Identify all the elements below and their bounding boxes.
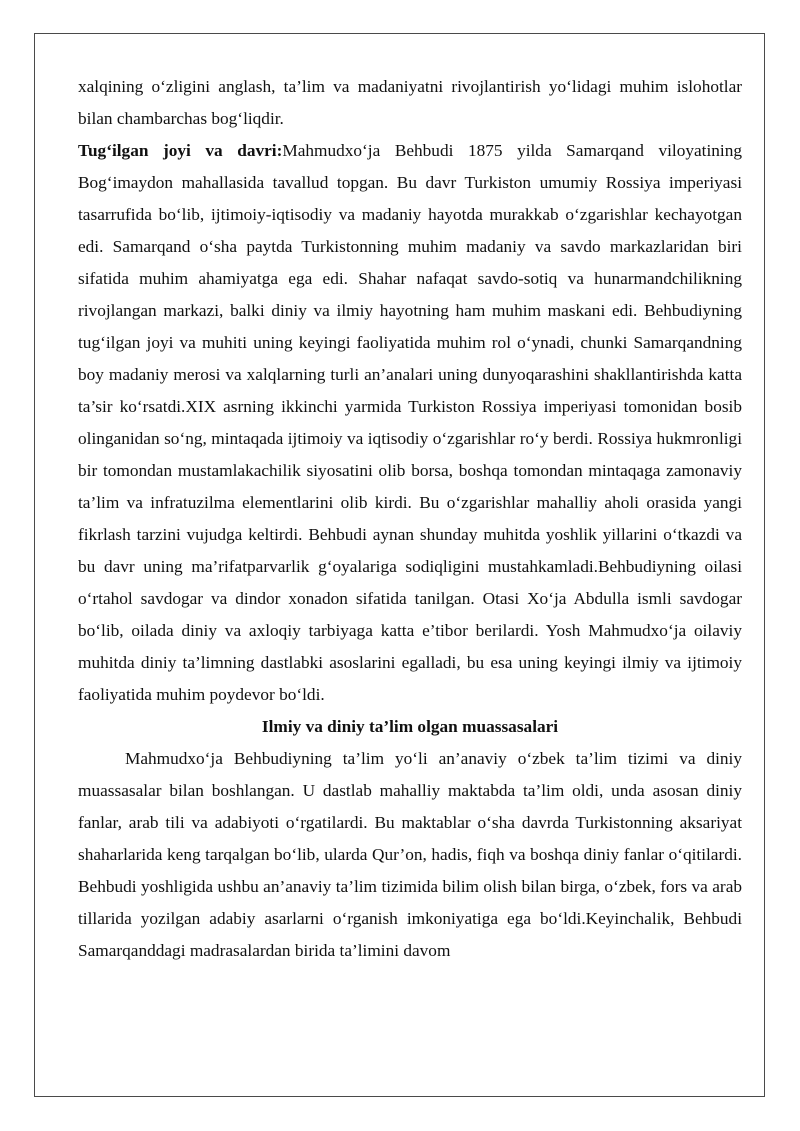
- paragraph-birthplace: [78, 135, 742, 711]
- paragraph-continuation: xalqining o‘zligini anglash, ta’lim va madaniyatni rivojlantirish yo‘lidagi muhim islohotlar bilan chambarchas bog‘liqdir.: [78, 77, 742, 128]
- document-body: [78, 71, 742, 967]
- paragraph-education: Mahmudxo‘ja Behbudiyning ta’lim yo‘li an’anaviy o‘zbek ta’lim tizimi va diniy muassasalar bilan boshlangan. U dastlab mahalliy maktabda ta’lim oldi, unda asosan diniy fanlar, arab tili va adabiyoti o‘rgatilardi. Bu maktablar o‘sha davrda Turkistonning aksariyat shaharlarida keng tarqalgan bo‘lib, ularda Qur’on, hadis, fiqh va boshqa diniy fanlar o‘qitilardi. Behbudi yoshligida ushbu an’anaviy ta’lim tizimida bilim olish bilan birga, o‘zbek, fors va arab tillarida yozilgan adabiy asarlarni o‘rganish imkoniyatiga ega bo‘ldi.Keyinchalik, Behbudi Samarqanddagi madrasalardan birida ta’limini davom: [78, 749, 742, 960]
- paragraph-birthplace-text: Mahmudxo‘ja Behbudi 1875 yilda Samarqand viloyatining Bog‘imaydon mahallasida tavallud topgan. Bu davr Turkiston umumiy Rossiya imperiyasi tasarrufida bo‘lib, ijtimoiy-iqtisodiy va madaniy hayotda murakkab o‘zgarishlar kechayotgan edi. Samarqand o‘sha paytda Turkistonning muhim madaniy va savdo markazlaridan biri sifatida muhim ahamiyatga ega edi. Shahar nafaqat savdo-sotiq va hunarmandchilikning rivojlangan markazi, balki diniy va ilmiy hayotning ham muhim maskani edi. Behbudiyning tug‘ilgan joyi va muhiti uning keyingi faoliyatida muhim rol o‘ynadi, chunki Samarqandning boy madaniy merosi va xalqlarning turli an’analari uning dunyoqarashini shakllantirishda katta ta’sir ko‘rsatdi.XIX asrning ikkinchi yarmida Turkiston Rossiya imperiyasi tomonidan bosib olinganidan so‘ng, mintaqada ijtimoiy va iqtisodiy o‘zgarishlar ro‘y berdi. Rossiya hukmronligi bir tomondan mustamlakachilik siyosatini olib borsa, boshqa tomondan mintaqaga zamonaviy ta’lim va infratuzilma elementlarini olib kirdi. Bu o‘zgarishlar mahalliy aholi orasida yangi fikrlash tarzini vujudga keltirdi. Behbudi aynan shunday muhitda yoshlik yillarini o‘tkazdi va bu davr uning ma’rifatparvarlik g‘oyalariga sodiqligini mustahkamladi.Behbudiyning oilasi o‘rtahol savdogar va dindor xonadon sifatida tanilgan. Otasi Xo‘ja Abdulla ismli savdogar bo‘lib, oilada diniy va axloqiy tarbiyaga katta e’tibor berilardi. Yosh Mahmudxo‘ja oilaviy muhitda diniy ta’limning dastlabki asoslarini egalladi, bu esa uning keyingi ilmiy va ijtimoiy faoliyatida muhim poydevor bo‘ldi.: [78, 141, 742, 704]
- section-heading: Ilmiy va diniy ta’lim olgan muassasalari: [261, 717, 559, 736]
- paragraph-lead-heading: Tug‘ilgan joyi va davri:: [78, 141, 283, 160]
